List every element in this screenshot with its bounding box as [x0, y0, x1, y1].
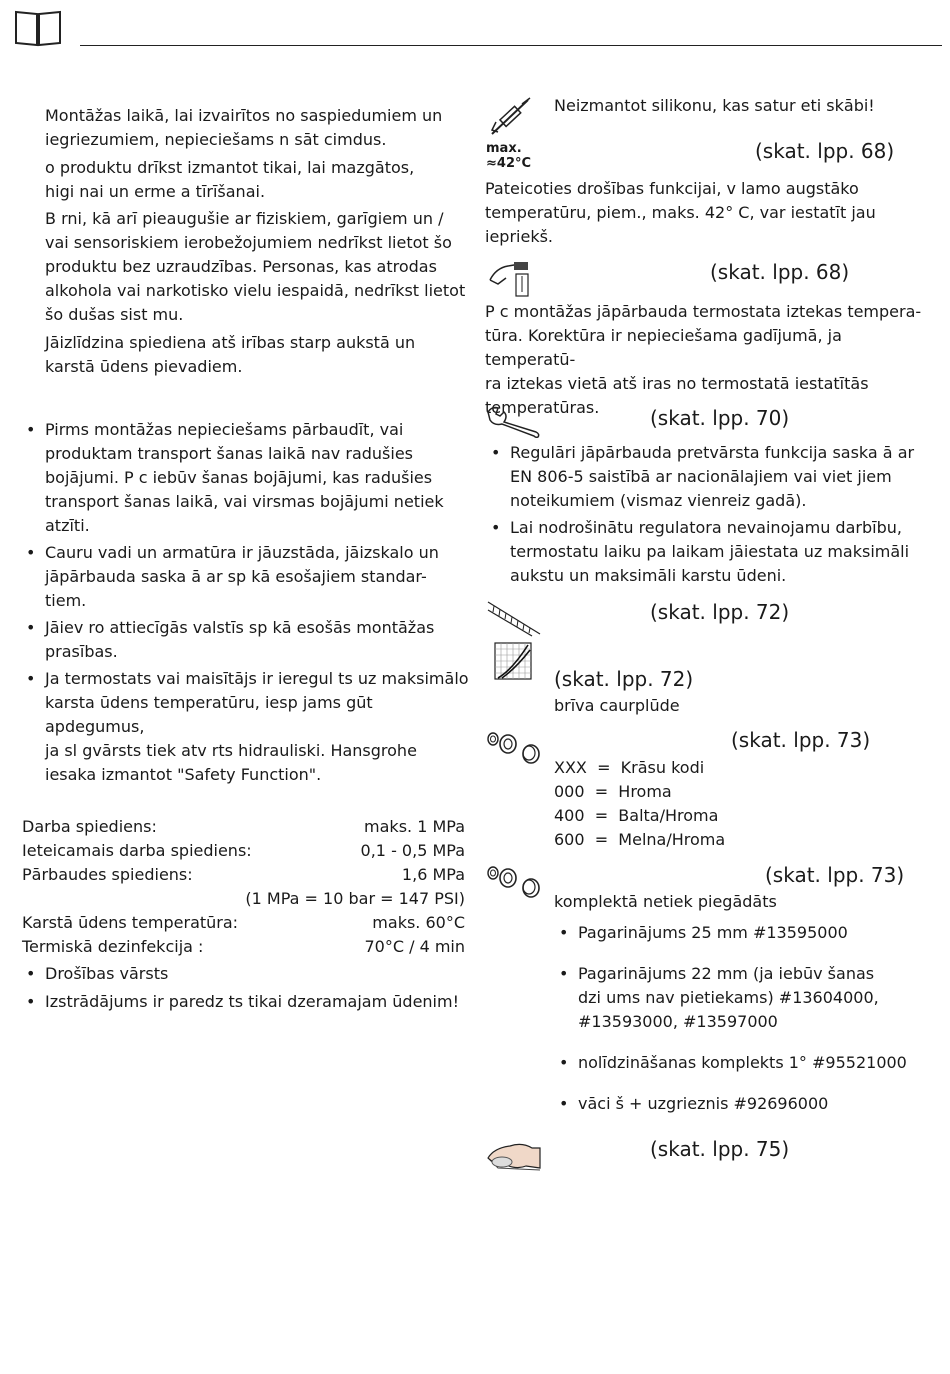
color-code-row: XXX = Krāsu kodi: [554, 758, 705, 777]
spec-row: [22, 815, 465, 839]
spec-row: [22, 839, 465, 863]
page-reference: (skat. lpp. 68): [755, 139, 895, 163]
spec-value: (1 MPa = 10 bar = 147 PSI): [245, 889, 465, 908]
page-reference: (skat. lpp. 72): [554, 667, 694, 691]
max-temp-label: max.: [486, 141, 522, 156]
safety-paragraph: o produktu drīkst izmantot tikai, lai mazgātos, higi nai un erme a tīrīšanai.: [45, 158, 415, 201]
ruler-icon: [486, 600, 542, 638]
list-item: • Izstrādājums ir paredz ts tikai dzeramajam ūdenim!: [22, 990, 472, 1014]
spec-label: Darba spiediens:: [22, 817, 157, 836]
spec-row: [22, 887, 465, 911]
spec-value: maks. 1 MPa: [364, 817, 465, 836]
color-codes: [554, 756, 854, 852]
list-item: • Pagarinājums 25 mm #13595000: [555, 921, 940, 945]
list-item: • Lai nodrošinātu regulatora nevainojamu darbību, termostatu laiku pa laikam jāiestata uz maksimāli aukstu un maksimāli karstu ūdeni.: [487, 516, 932, 588]
page-reference: (skat. lpp. 72): [650, 600, 790, 624]
specs-table: [22, 815, 467, 965]
header-rule: [80, 45, 942, 46]
spec-value: 70°C / 4 min: [364, 937, 465, 956]
page-reference: (skat. lpp. 68): [710, 260, 850, 284]
spec-row: [22, 863, 465, 887]
spare-parts-icon: [486, 864, 542, 900]
maintenance-list: [487, 441, 932, 588]
flow-text: brīva caurplūde: [554, 696, 680, 715]
page-reference: (skat. lpp. 70): [650, 406, 790, 430]
spec-value: 1,6 MPa: [401, 865, 465, 884]
list-item: • nolīdzināšanas komplekts 1° #95521000: [555, 1051, 940, 1075]
list-item: • Ja termostats vai maisītājs ir ieregul ts uz maksimālo karsta ūdens temperatūru, iesp jams gūt apdegumus, ja sl gvārsts tiek atv rts hidrauliski. Hansgrohe iesaka izmantot "Safety Function".: [22, 667, 472, 787]
accessories-note: komplektā netiek piegādāts: [554, 892, 777, 911]
spec-label: Karstā ūdens temperatūra:: [22, 913, 239, 932]
spec-label: Termiskā dezinfekcija :: [22, 937, 204, 956]
calibration-text: P c montāžas jāpārbauda termostata iztekas tempera- tūra. Korektūra ir nepieciešama gadījumā, ja temperatū- ra iztekas vietā atš iras no termostatā iestatītās temperatūras.: [485, 302, 922, 417]
list-item: • Regulāri jāpārbauda pretvārsta funkcija saska ā ar EN 806-5 saistībā ar nacionālajiem vai viet jiem noteikumiem (vismaz vienreiz gadā).: [487, 441, 932, 513]
spec-row: [22, 911, 465, 935]
open-book-icon: [14, 10, 62, 48]
install-notes-list: [22, 418, 472, 787]
spec-label: Ieteicamais darba spiediens:: [22, 841, 252, 860]
spec-label: Pārbaudes spiediens:: [22, 865, 193, 884]
color-code-row: 600 = Melna/Hroma: [554, 830, 726, 849]
list-item: • Jāiev ro attiecīgās valstīs sp kā esošās montāžas prasības.: [22, 616, 472, 664]
page-reference: (skat. lpp. 73): [731, 728, 871, 752]
silicone-text: Neizmantot silikonu, kas satur eti skābi!: [554, 96, 875, 115]
safety-paragraph: B rni, kā arī pieaugušie ar fiziskiem, garīgiem un / vai sensoriskiem ierobežojumiem nedrīkst lietot šo produktu bez uzraudzības. Personas, kas atrodas alkohola vai narkotisko vielu iespaidā, nedrīkst lietot šo dušas sist mu.: [45, 209, 466, 324]
accessories-list: [555, 921, 940, 1116]
spec-row: [22, 935, 465, 959]
max-temp-value: ≈42°C: [486, 156, 532, 171]
thermometer-hand-icon: [486, 260, 534, 300]
flow-chart-icon: [494, 642, 532, 680]
silicone-gun-icon: [486, 96, 534, 138]
list-item: • Pirms montāžas nepieciešams pārbaudīt, vai produktam transport šanas laikā nav radušies bojājumi. P c iebūv šanas bojājumi, kas radušies transport šanas laikā, vai virsmas bojājumi netiek atzīti.: [22, 418, 472, 538]
list-item: • Cauru vadi un armatūra ir jāuzstāda, jāizskalo un jāpārbauda saska ā ar sp kā esošajiem standar- tiem.: [22, 541, 472, 613]
spare-parts-icon: [486, 730, 542, 766]
color-code-row: 000 = Hroma: [554, 782, 672, 801]
list-item: • Pagarinājums 22 mm (ja iebūv šanas dzi ums nav pietiekams) #13604000, #13593000, #13597000: [555, 962, 940, 1034]
page-reference: (skat. lpp. 73): [765, 863, 905, 887]
spec-value: maks. 60°C: [372, 913, 465, 932]
spec-value: 0,1 - 0,5 MPa: [360, 841, 465, 860]
hand-cleaning-icon: [486, 1138, 542, 1174]
list-item: • vāci š + uzgrieznis #92696000: [555, 1092, 940, 1116]
spec-bullets: [22, 962, 472, 1014]
page-reference: (skat. lpp. 75): [650, 1137, 790, 1161]
wrench-icon: [486, 404, 542, 438]
safety-paragraph: Jāizlīdzina spiediena atš irības starp aukstā un karstā ūdens pievadiem.: [45, 333, 416, 376]
color-code-row: 400 = Balta/Hroma: [554, 806, 719, 825]
list-item: • Drošības vārsts: [22, 962, 472, 986]
safety-function-text: Pateicoties drošības funkcijai, v lamo augstāko temperatūru, piem., maks. 42° C, var iestatīt jau iepriekš.: [485, 179, 876, 246]
safety-paragraph: Montāžas laikā, lai izvairītos no saspiedumiem un iegriezumiem, nepieciešams n sāt cimdus.: [45, 106, 443, 149]
